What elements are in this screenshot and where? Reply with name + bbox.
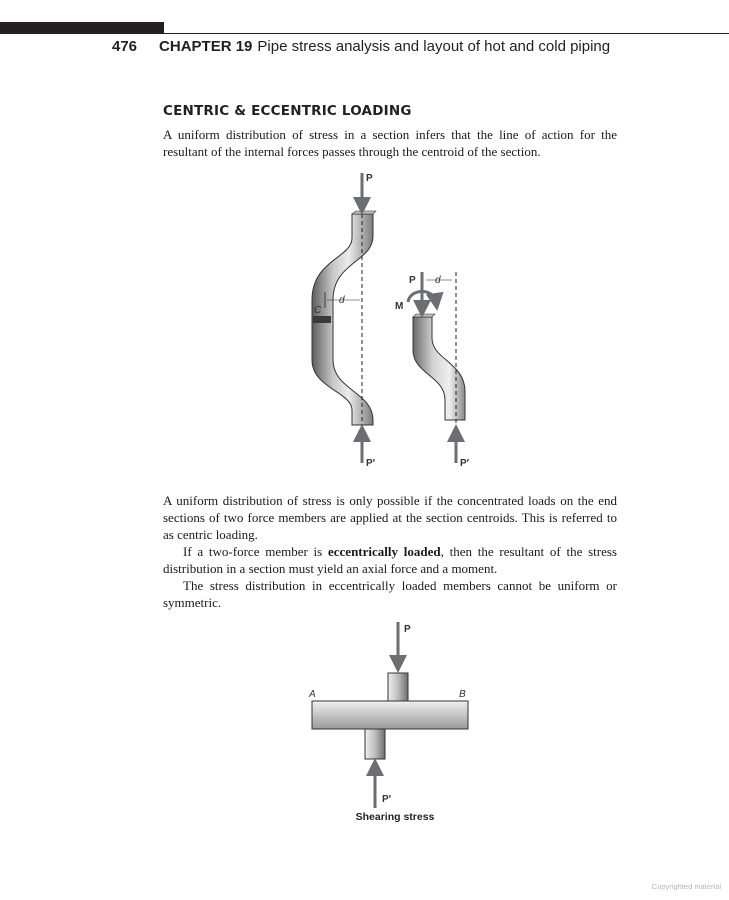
chapter-title: Pipe stress analysis and layout of hot and cold piping [257, 38, 611, 55]
label-p: P [366, 173, 373, 184]
label-c: C [314, 305, 322, 316]
eccentric-label-p-prime: P′ [460, 458, 470, 469]
para2-text-a: If a two-force member is [183, 544, 328, 559]
shear-label-p-prime: P′ [382, 794, 392, 805]
label-p-prime: P′ [366, 458, 376, 469]
para3-text: The stress distribution in eccentrically loaded members cannot be uniform or symmetric. [163, 578, 617, 610]
upper-block [388, 673, 408, 701]
horizontal-bar [312, 701, 468, 729]
intro-paragraph: A uniform distribution of stress in a section infers that the line of action for the resultant of the internal forces passes through the centroid of the section. [163, 127, 617, 159]
label-a: A [309, 689, 316, 700]
figure-caption: Shearing stress [355, 811, 435, 823]
label-d: d [339, 295, 345, 306]
shear-label-p: P [404, 624, 411, 635]
eccentric-label-d: d [435, 275, 441, 286]
lower-block [365, 729, 385, 759]
section-heading: CENTRIC & ECCENTRIC LOADING [163, 103, 412, 119]
eccentric-label-p: P [409, 275, 416, 286]
label-m: M [395, 301, 404, 312]
page-number: 476 [112, 38, 138, 55]
chapter-label: CHAPTER 19 [159, 38, 253, 55]
para2-text-b: , then the resultant of the stress distribution in a section must yield an axial force and a moment. [163, 544, 617, 576]
body-paragraph-1: A uniform distribution of stress is only possible if the concentrated loads on the end sections of two force members are applied at the section centroids. This is referred to as centric loading. [163, 493, 617, 542]
copyright-notice: Copyrighted material [651, 882, 721, 891]
label-b: B [459, 689, 466, 700]
para2-bold-term: eccentrically loaded [327, 544, 441, 559]
